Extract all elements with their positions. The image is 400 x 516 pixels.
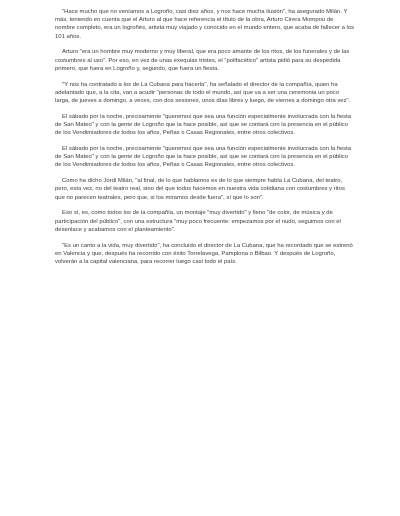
paragraph: El sábado por la noche, precisamente "queremos que sea una función especialmente involucrada con la fiesta de San Mateo" y con la gente de Logroño que la hace posible, así que se contará con la presencia en el público de los Vendimiadores de todos los años, Peñas o Casas Regionales, entre otros colectivos.	[55, 146, 352, 169]
paragraph: El sábado por la noche, precisamente "queremos que sea una función especialmente involucrada con la fiesta de San Mateo" y con la gente de Logroño que la hace posible, así que se contará con la presencia en el público de los Vendimiadores de todos los años, Peñas o Casas Regionales, entre otros colectivos.	[55, 113, 352, 137]
paragraph: "Es un canto a la vida, muy divertido", ha concluido el director de La Cubana, que ha recordado que se estrenó en Valencia y que, después ha recorrido con éxito Torrelavega, Pamplona o Bilbao. Y después de Logroño, volverán a la capital valenciana, para recorrer luego casi todo el país.	[55, 242, 353, 266]
paragraph: Eso sí, es, como todos los de la compañía, un montaje "muy divertido" y lleno "de color, de música y de participación del público", con una estructura "muy poco frecuente: empezamos por el nudo, seguimos con el desenlace y acabamos con el planteamiento".	[55, 210, 341, 233]
paragraph: "Y nos ha contratado a los de La Cubana para hacerla", ha señalado el director de la compañía, quien ha adelantado que, a la cita, van a acudir "personas de todo el mundo, así que va a ser una ceremonia un poco larga, de jueves a domingo, a veces, con dos sesiones, unos días libres y luego, de viernes a domingo otra vez".	[55, 81, 351, 105]
paragraph: Como ha dicho Jordi Milán, "al final, de lo que hablamos es de lo que siempre habla La Cubana, del teatro, pero, esta vez, no del teatro real, sino del que todos hacemos en nuestra vida cotidiana con costumbres y ritos que no parecen teatrales, pero que, si los miramos desde fuera", sí que lo son".	[55, 178, 345, 201]
paragraph: "Hace mucho que no veníamos a Logroño, casi diez años, y nos hace mucha ilusión", ha asegurado Milán. Y más, teniendo en cuenta que el Arturo al que hace referencia el título de la obra, Arturo Cirera Mompou de nombre completo, era un logroñés, artista muy viajado y conocido en el mundo entero, que acaba de fallecer a los 101 años.	[55, 9, 355, 40]
paragraph: Arturo "era un hombre muy moderno y muy liberal, que era poco amante de los ritos, de los funerales y de las costumbres al uso". Por eso, en vez de unas exequias tristes, el "polifacético" artista pidió para su despedida primero, que fuera en Logroño y, segundo, que fuera un fiesta.	[55, 49, 350, 72]
article-body	[55, 8, 355, 274]
